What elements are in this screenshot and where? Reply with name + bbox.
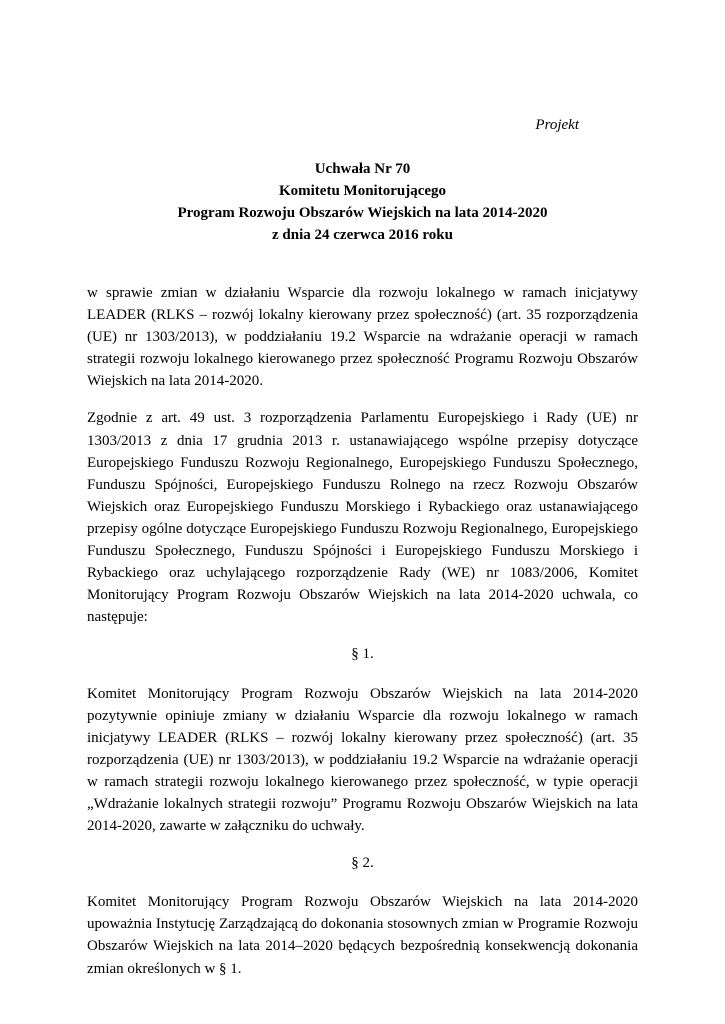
section-2-mark: § 2. bbox=[351, 855, 374, 872]
section-1-mark: § 1. bbox=[351, 646, 374, 663]
resolution-header bbox=[90, 158, 635, 246]
section-1-text: Komitet Monitorujący Program Rozwoju Obszarów Wiejskich na lata 2014-2020 pozytywnie opiniuje zmiany w działaniu Wsparcie dla rozwoju lokalnego w ramach inicjatywy LEADER (RLKS – rozwój lokalny kierowany przez społeczność) (art. 35 rozporządzenia (UE) nr 1303/2013), w poddziałaniu 19.2 Wsparcie na wdrażanie operacji w ramach strategii rozwoju lokalnego kierowanego przez społeczność, w typie operacji „Wdrażanie lokalnych strategii rozwoju” Programu Rozwoju Obszarów Wiejskich na lata 2014-2020, zawarte w załączniku do uchwały. bbox=[87, 685, 638, 835]
resolution-number: Uchwała Nr 70 bbox=[314, 161, 411, 177]
section-2-text: Komitet Monitorujący Program Rozwoju Obszarów Wiejskich na lata 2014-2020 upoważnia Instytucję Zarządzającą do dokonania stosownych zmian w Programie Rozwoju Obszarów Wiejskich na lata 2014–2020 będących bezpośrednią konsekwencją dokonania zmian określonych w § 1. bbox=[87, 894, 638, 977]
program-name: Program Rozwoju Obszarów Wiejskich na lata 2014-2020 bbox=[177, 205, 548, 221]
document-body bbox=[87, 282, 638, 995]
preamble-paragraph: Zgodnie z art. 49 ust. 3 rozporządzenia Parlamentu Europejskiego i Rady (UE) nr 1303/2013 z dnia 17 grudnia 2013 r. ustanawiającego wspólne przepisy dotyczące Europejskiego Funduszu Rozwoju Regionalnego, Europejskiego Funduszu Społecznego, Funduszu Spójności, Europejskiego Funduszu Rolnego na rzecz Rozwoju Obszarów Wiejskich oraz Europejskiego Funduszu Morskiego i Rybackiego oraz ustanawiającego przepisy ogólne dotyczące Europejskiego Funduszu Rozwoju Regionalnego, Europejskiego Funduszu Społecznego, Funduszu Spójności i Europejskiego Funduszu Morskiego i Rybackiego oraz uchylającego rozporządzenie Rady (WE) nr 1083/2006, Komitet Monitorujący Program Rozwoju Obszarów Wiejskich na lata 2014-2020 uchwala, co następuje: bbox=[87, 410, 638, 626]
resolution-date: z dnia 24 czerwca 2016 roku bbox=[272, 227, 453, 243]
committee-name: Komitetu Monitorującego bbox=[278, 183, 447, 199]
project-label: Projekt bbox=[535, 117, 579, 133]
subject-paragraph: w sprawie zmian w działaniu Wsparcie dla rozwoju lokalnego w ramach inicjatywy LEADER (RLKS – rozwój lokalny kierowany przez społeczność) (art. 35 rozporządzenia (UE) nr 1303/2013), w poddziałaniu 19.2 Wsparcie na wdrażanie operacji w ramach strategii rozwoju lokalnego kierowanego przez społeczność Programu Rozwoju Obszarów Wiejskich na lata 2014-2020. bbox=[87, 285, 638, 390]
